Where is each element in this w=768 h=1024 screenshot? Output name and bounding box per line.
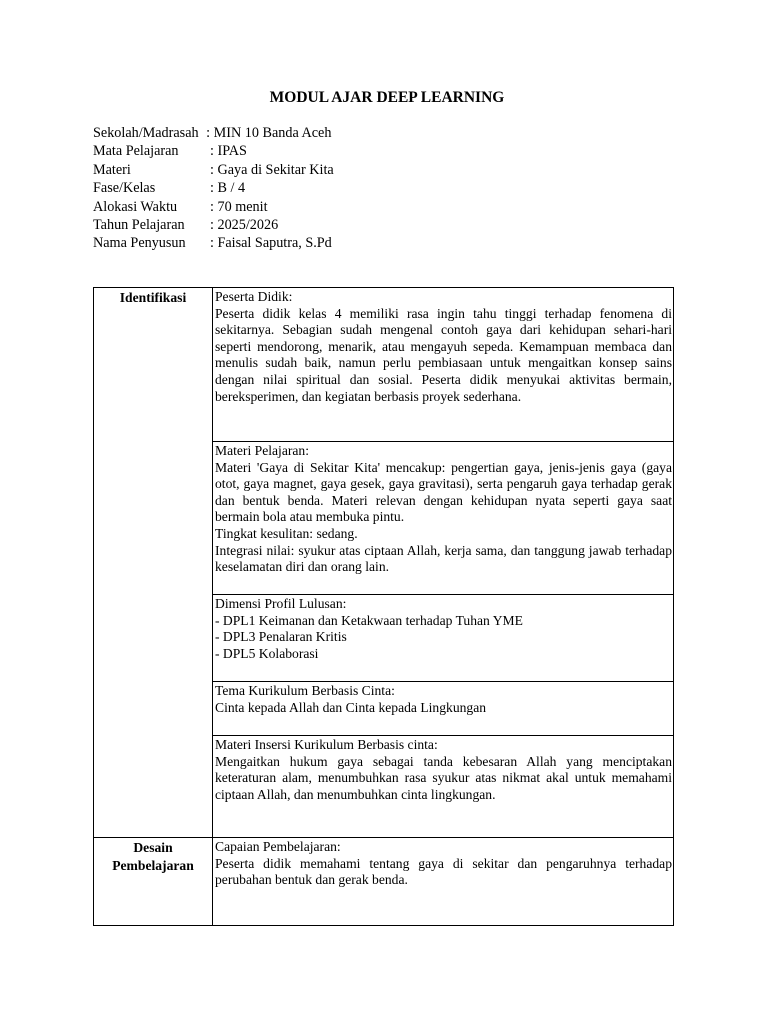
info-label: Materi: [93, 161, 131, 178]
cell-text: Peserta didik memahami tentang gaya di sekitar dan pengaruhnya terhadap perubahan bentuk dan gerak benda.: [215, 855, 672, 888]
info-value: : Gaya di Sekitar Kita: [210, 161, 334, 178]
info-row-tahun: [93, 216, 334, 234]
cell-tema-kurikulum: [213, 682, 674, 736]
cell-heading: Materi Pelajaran:: [215, 443, 309, 458]
cell-text: Materi 'Gaya di Sekitar Kita' mencakup: pengertian gaya, jenis-jenis gaya (gaya otot, gaya magnet, gaya gesek, gaya gravitasi), serta pengaruh gaya terhadap gerak dan bentuk benda. Materi relevan dengan kehidupan nyata seperti gaya saat bermain bola atau membuka pintu.: [215, 459, 672, 525]
modul-table: [93, 287, 674, 926]
cell-text: Mengaitkan hukum gaya sebagai tanda kebesaran Allah yang menciptakan keteraturan alam, menumbuhkan rasa syukur atas nikmat akal untuk memahami ciptaan Allah, dan menumbuhkan cinta lingkungan.: [215, 753, 672, 802]
cell-text-kesulitan: Tingkat kesulitan: sedang.: [215, 525, 358, 541]
cell-text-integrasi: Integrasi nilai: syukur atas ciptaan Allah, kerja sama, dan tanggung jawab terhadap keselamatan diri dan orang lain.: [215, 542, 672, 575]
list-item: - DPL5 Kolaborasi: [215, 645, 319, 661]
cell-heading: Capaian Pembelajaran:: [215, 839, 341, 854]
info-value: : 2025/2026: [210, 216, 279, 233]
info-value: : B / 4: [210, 180, 246, 197]
section-label-identifikasi: [94, 288, 213, 838]
info-row-fase: [93, 179, 334, 197]
info-value: : IPAS: [210, 143, 247, 160]
info-value: : Faisal Saputra, S.Pd: [210, 235, 332, 252]
info-row-alokasi: [93, 198, 334, 216]
info-row-penyusun: [93, 234, 334, 252]
info-label: Mata Pelajaran: [93, 143, 179, 160]
cell-capaian-pembelajaran: [213, 838, 674, 926]
info-label: Alokasi Waktu: [93, 198, 178, 215]
info-label: Tahun Pelajaran: [93, 216, 185, 233]
info-row-mapel: [93, 142, 334, 160]
cell-materi-insersi: [213, 736, 674, 838]
cell-heading: Materi Insersi Kurikulum Berbasis cinta:: [215, 737, 438, 752]
cell-heading: Peserta Didik:: [215, 289, 293, 304]
info-label: Fase/Kelas: [93, 180, 156, 197]
table-row: [94, 838, 674, 926]
list-item: - DPL3 Penalaran Kritis: [215, 629, 347, 645]
cell-text: Peserta didik kelas 4 memiliki rasa ingin tahu tinggi terhadap fenomena di sekitarnya. Sebagian sudah mengenal contoh gaya dari kehidupan sehari-hari seperti mendorong, menarik, atau mengayuh sepeda. Kemampuan membaca dan menulis sudah baik, namun perlu pembiasaan untuk mengaitkan konsep sains dengan nilai spiritual dan sosial. Peserta didik menyukai aktivitas bermain, bereksperimen, dan kegiatan berbasis proyek sederhana.: [215, 305, 672, 404]
info-row-sekolah: [93, 124, 334, 142]
cell-heading: Dimensi Profil Lulusan:: [215, 596, 347, 611]
cell-peserta-didik: [213, 288, 674, 442]
cell-materi-pelajaran: [213, 442, 674, 595]
cell-heading: Tema Kurikulum Berbasis Cinta:: [215, 683, 395, 698]
section-label-text: Pembelajaran: [112, 857, 194, 873]
cell-text: Cinta kepada Allah dan Cinta kepada Lingkungan: [215, 699, 487, 715]
info-value: : 70 menit: [210, 198, 268, 215]
list-item: - DPL1 Keimanan dan Ketakwaan terhadap Tuhan YME: [215, 612, 523, 628]
info-value: : MIN 10 Banda Aceh: [206, 125, 332, 141]
info-label: Sekolah/Madrasah: [93, 125, 199, 141]
section-label-desain: [94, 838, 213, 926]
document-title: MODUL AJAR DEEP LEARNING: [269, 89, 505, 106]
table-row: [94, 288, 674, 442]
info-block: [93, 124, 334, 253]
section-label-text: Identifikasi: [119, 290, 187, 305]
info-label: Nama Penyusun: [93, 235, 186, 252]
info-row-materi: [93, 161, 334, 179]
cell-dimensi-profil: [213, 595, 674, 682]
section-label-text: Desain: [133, 840, 173, 855]
